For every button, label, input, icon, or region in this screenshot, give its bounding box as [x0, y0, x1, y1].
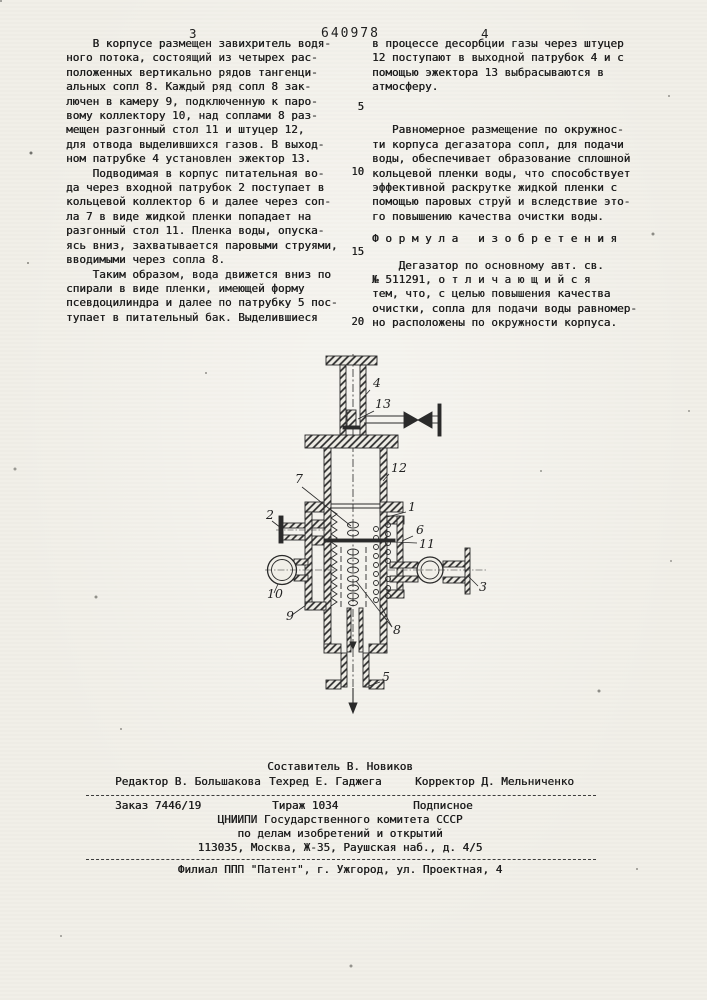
top-flange [305, 435, 398, 448]
paragraph-gap [372, 224, 662, 232]
text-line: альных сопл 8. Каждый ряд сопл 8 зак- [66, 80, 312, 94]
print-run: Тираж 1034 [272, 799, 339, 812]
line-number-20: 20 [351, 316, 364, 328]
part-label-13: 13 [375, 396, 391, 411]
org-address: 113035, Москва, Ж-35, Раушская наб., д. 4/5 [197, 841, 483, 854]
right-text-column [372, 37, 662, 331]
text-line: эффективной раскрутке жидкой пленки с [372, 181, 618, 195]
compiler-credit: Составитель В. Новиков [267, 760, 413, 773]
text-line: Подводимая в корпус питательная во- [66, 166, 325, 180]
line-number-5: 5 [357, 101, 364, 113]
water-outlet-pipe-5 [324, 608, 387, 713]
text-line: да через входной патрубок 2 поступает в [66, 181, 325, 195]
part-label-3: 3 [479, 579, 487, 594]
paragraph-claim [372, 259, 662, 331]
text-line: очистки, сопла для подачи воды равномер- [372, 301, 637, 315]
subscription: Подписное [413, 799, 473, 812]
text-line: № 511291, о т л и ч а ю щ и й с я [372, 273, 591, 287]
flow-arrow-icon [349, 703, 357, 713]
gas-outlet-pipe-4 [326, 356, 377, 448]
part-labels [265, 375, 487, 684]
branch-address: Филиал ППП "Патент", г. Ужгород, ул. Проектная, 4 [177, 863, 503, 876]
part-label-9: 9 [286, 608, 294, 623]
text-line: мещен разгонный стол 11 и штуцер 12, [66, 123, 305, 137]
part-label-5: 5 [382, 669, 390, 684]
corrector-credit: Корректор Д. Мельниченко [415, 775, 574, 788]
text-line: ла 7 в виде жидкой пленки попадает на [66, 209, 312, 223]
patent-figure [240, 350, 560, 720]
part-label-8: 8 [393, 622, 401, 637]
part-label-4: 4 [373, 375, 381, 390]
page-number-left: 3 [189, 26, 198, 41]
order-number: Заказ 7446/19 [115, 799, 202, 812]
part-label-2: 2 [266, 507, 274, 522]
text-line: вводимыми через сопла 8. [66, 253, 225, 267]
page-number-right: 4 [481, 26, 490, 41]
scan-noise [0, 0, 2, 2]
paragraph-gap [372, 247, 662, 259]
text-line: атмосферу. [372, 80, 439, 94]
text-line: го повышению качества очистки воды. [372, 209, 604, 223]
text-line: но расположены по окружности корпуса. [372, 316, 618, 330]
water-nozzles-7-ring [331, 510, 337, 606]
text-line: разгонный стол 11. Пленка воды, опуска- [66, 224, 325, 238]
text-line: спирали в виде пленки, имеющей форму [66, 281, 305, 295]
text-line: кольцевой пленки воды, что способствует [372, 166, 631, 180]
text-line: положенных вертикально рядов тангенци- [66, 65, 318, 79]
text-line: псевдоцилиндра и далее по патрубку 5 пос- [66, 296, 338, 310]
text-line: ясь вниз, захватывается паровыми струями, [66, 238, 338, 252]
water-inlet-pipe-2 [276, 516, 326, 545]
text-line: кольцевой коллектор 6 и далее через соп- [66, 195, 331, 209]
valve-icon [404, 412, 418, 428]
text-line: Равномерное размещение по окружнос- [372, 123, 624, 137]
divider-rule [86, 795, 596, 796]
patent-number: 640978 [321, 26, 380, 41]
paragraph-advantages [372, 123, 662, 224]
line-number-10: 10 [351, 166, 364, 178]
part-label-12: 12 [391, 460, 407, 475]
text-line: лючен в камеру 9, подключенную к паро- [66, 94, 318, 108]
text-line: Таким образом, вода движется вниз по [66, 267, 331, 281]
editor-credit: Редактор В. Большакова [115, 775, 261, 788]
text-line: в процессе десорбции газы через штуцер [372, 37, 624, 50]
paragraph-gap [372, 95, 662, 124]
techred-credit: Техред Е. Гаджега [269, 775, 382, 788]
part-label-6: 6 [416, 522, 424, 537]
text-line: помощью эжектора 13 выбрасываются в [372, 65, 604, 79]
part-label-11: 11 [419, 536, 435, 551]
text-line: вому коллектору 10, над соплами 8 раз- [66, 109, 318, 123]
divider-rule [86, 859, 596, 860]
org-dept: по делам изобретений и открытий [237, 827, 443, 840]
text-line: для отвода выделившихся газов. В выход- [66, 137, 325, 151]
imprint-block [88, 758, 592, 883]
text-line: ти корпуса дегазатора сопл, для подачи [372, 137, 624, 151]
degasser-drawing [240, 350, 560, 720]
formula-heading: Ф о р м у л а и з о б р е т е н и я [372, 232, 618, 246]
paragraph-gas-exit [372, 37, 662, 95]
part-label-10: 10 [267, 586, 283, 601]
text-line: ного потока, состоящий из четырех рас- [66, 51, 318, 65]
text-line: воды, обеспечивает образование сплошной [372, 152, 631, 166]
line-number-15: 15 [351, 246, 364, 258]
text-line: тупает в питательный бак. Выделившиеся [66, 310, 318, 324]
text-line: тем, что, с целью повышения качества [372, 287, 611, 301]
org-name: ЦНИИПИ Государственного комитета СССР [217, 813, 463, 826]
text-line: помощью паровых струй и вследствие это- [372, 195, 631, 209]
pseudocylinder-outline [341, 547, 366, 607]
text-line: 12 поступают в выходной патрубок 4 и с [372, 51, 624, 65]
text-line: В корпусе размещен завихритель водя- [66, 37, 331, 50]
part-label-7: 7 [295, 471, 303, 486]
left-text-column [66, 37, 351, 325]
text-line: Дегазатор по основному авт. св. [372, 258, 604, 272]
part-label-1: 1 [408, 499, 416, 514]
text-line: ном патрубке 4 установлен эжектор 13. [66, 152, 312, 166]
mid-flange-1 [305, 502, 403, 512]
